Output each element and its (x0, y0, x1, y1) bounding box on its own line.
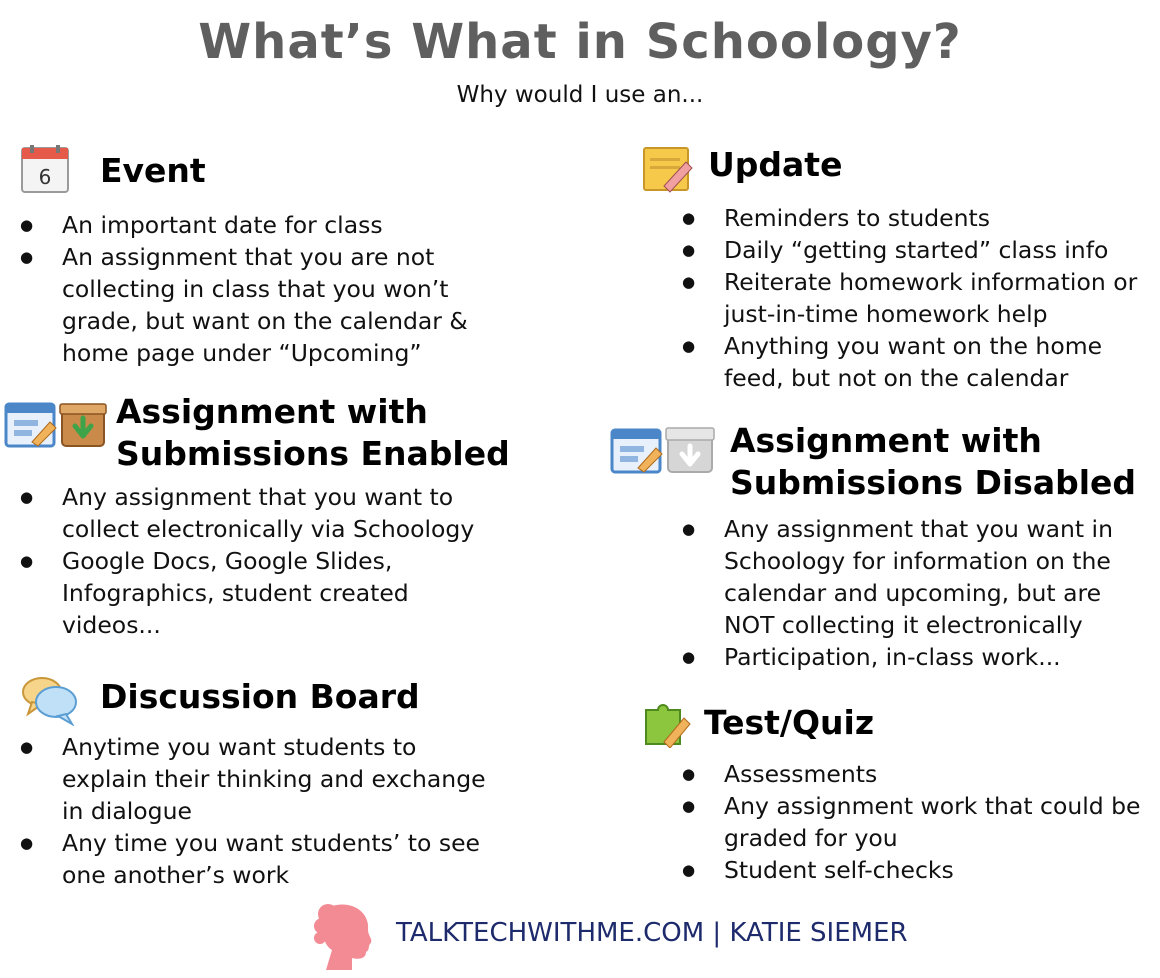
assignment-disabled-bullets (682, 513, 1152, 673)
list-item: ● Any assignment that you want to collect electronically via Schoology (20, 481, 500, 545)
assignment-disabled-heading-line1: Assignment with (730, 421, 1042, 460)
footer-credit: TALKTECHWITHME.COM | KATIE SIEMER (396, 918, 908, 948)
discussion-heading: Discussion Board (100, 677, 420, 716)
event-bullets (20, 209, 500, 369)
list-item: ● Any assignment work that could be graded for you (682, 790, 1152, 854)
page-title: What’s What in Schoology? (198, 14, 962, 70)
list-item: ● Any time you want students’ to see one another’s work (20, 827, 500, 891)
list-item: ● An important date for class (20, 209, 500, 241)
list-item: ● Anytime you want students to explain their thinking and exchange in dialogue (20, 731, 500, 827)
assignment-disabled-icon (610, 424, 716, 476)
update-heading: Update (708, 145, 843, 184)
quiz-heading: Test/Quiz (704, 703, 875, 742)
assignment-disabled-heading-line2: Submissions Disabled (730, 463, 1137, 502)
list-item: ● Reiterate homework information or just-in-time homework help (682, 266, 1152, 330)
list-item: ● Any assignment that you want in Schoology for information on the calendar and upcoming, but are NOT collecting it electronically (682, 513, 1152, 641)
calendar-icon (20, 144, 72, 196)
quiz-bullets (682, 758, 1152, 886)
assignment-upload-icon (4, 398, 108, 450)
page-subtitle: Why would I use an... (456, 82, 704, 108)
svg-text:6: 6 (38, 165, 52, 189)
speech-bubbles-icon (22, 674, 78, 726)
list-item: ● Google Docs, Google Slides, Infographics, student created videos... (20, 545, 500, 641)
list-item: ● Student self-checks (682, 854, 1152, 886)
assignment-enabled-bullets (20, 481, 500, 641)
list-item: ● Daily “getting started” class info (682, 234, 1152, 266)
sticky-note-pencil-icon (642, 144, 694, 194)
puzzle-pencil-icon (640, 698, 692, 748)
list-item: ● Reminders to students (682, 202, 1152, 234)
girl-silhouette-logo (312, 900, 378, 972)
event-heading: Event (100, 151, 206, 190)
list-item: ● Participation, in-class work... (682, 641, 1152, 673)
assignment-enabled-heading-line2: Submissions Enabled (116, 434, 510, 473)
list-item: ● Anything you want on the home feed, but not on the calendar (682, 330, 1152, 394)
discussion-bullets (20, 731, 500, 891)
assignment-enabled-heading-line1: Assignment with (116, 392, 428, 431)
update-bullets (682, 202, 1152, 394)
list-item: ● An assignment that you are not collecting in class that you won’t grade, but want on the calendar & home page under “Upcoming” (20, 241, 500, 369)
list-item: ● Assessments (682, 758, 1152, 790)
